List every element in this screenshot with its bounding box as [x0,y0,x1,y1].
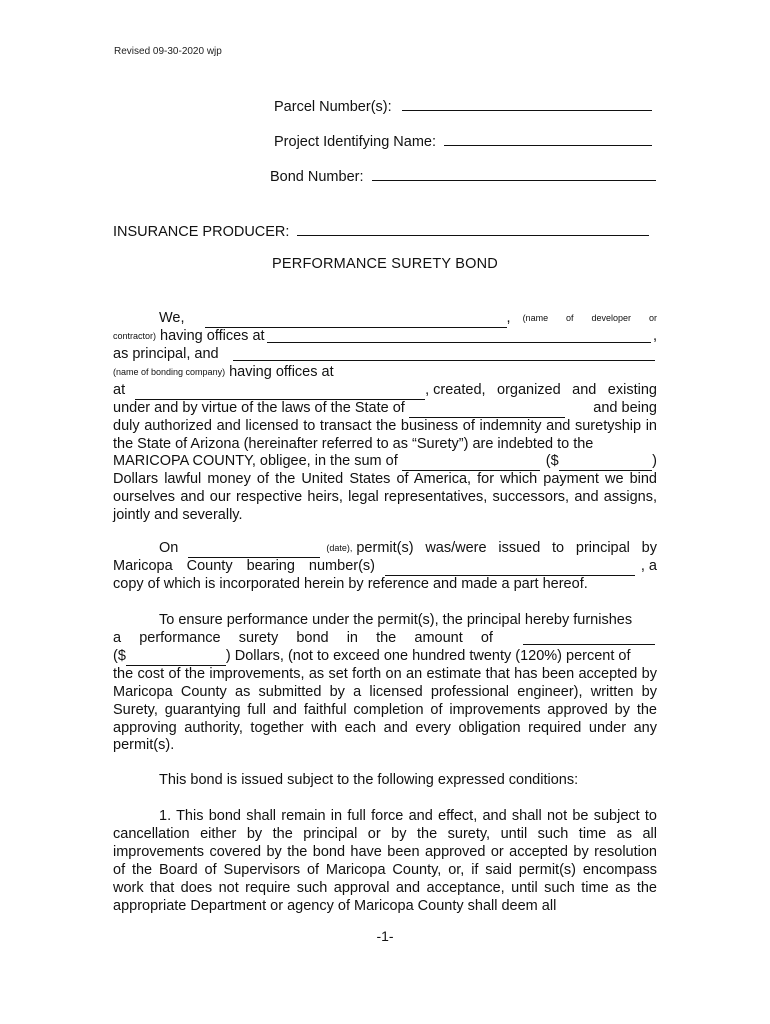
document-title: PERFORMANCE SURETY BOND [272,256,498,272]
parcel-number-label: Parcel Number(s): [274,99,392,115]
text-and: and [572,381,597,398]
text-bond: bond [296,630,329,646]
note-of: of [566,313,574,323]
page-number: -1- [376,928,394,944]
text-to: to [552,540,565,556]
text-bearing: bearing [246,557,295,574]
sum-words-field[interactable] [402,456,540,471]
text-of: of [480,630,493,646]
text-the: the [376,630,397,646]
text-on: On [159,540,179,556]
text-principal: principal [575,540,630,556]
text-a: a [113,630,122,646]
text-virtue: under and by virtue of the laws of the State of [113,399,405,416]
text-was: was/were [425,540,487,556]
text-condition-1: 1. This bond shall remain in full force and effect, and shall not be subject to cancellation either by the principal or by the surety, until such time as all improvements covered by the bond have been approved or accepted by resolution of the Board of Supervisors of Maricopa County, or, if said permit(s) encompass work that does not require such approval and acceptance, until such time as the appropriate Department or agency of Maricopa County shall deem all [113,808,657,914]
note-or: or [648,313,657,323]
text-having-offices-2: having offices at [229,363,334,380]
paragraph-principal [113,310,657,525]
insurance-producer-row [113,221,649,240]
text-surety: surety [238,630,279,646]
text-maricopa: MARICOPA COUNTY, obligee, in the sum of [113,453,398,470]
paragraph-permit [113,540,657,594]
text-created: , created, [425,381,486,398]
developer-office-field[interactable] [267,328,651,343]
paragraph-conditions [113,772,657,790]
note-contractor: contractor) [113,331,157,341]
bonding-company-field[interactable] [233,346,655,361]
note-date: (date), [326,543,353,553]
text-existing: existing [607,381,657,398]
bond-number-row [270,166,656,185]
revision-note: Revised 09-30-2020 wjp [114,46,222,57]
text-in: in [346,630,358,646]
bonding-office-field[interactable] [135,385,425,400]
text-county: County [186,557,233,574]
text-dollar-open: ($ [545,453,559,470]
text-copy: copy of which is incorporated herein by reference and made a part hereof. [113,575,588,592]
text-we: We, [159,310,185,326]
state-field[interactable] [409,403,565,418]
text-numbers: number(s) [308,557,375,574]
permit-number-field[interactable] [385,561,635,576]
text-maricopa-2: Maricopa [113,557,173,574]
text-amount: amount [414,630,463,646]
text-conditions: This bond is issued subject to the following expressed conditions: [159,772,579,788]
project-name-label: Project Identifying Name: [274,134,436,150]
bond-number-label: Bond Number: [270,169,364,185]
developer-name-field[interactable] [205,313,507,328]
text-dollars: Dollars lawful money of the United States of America, for which payment we bind ourselves and our respective heirs, legal representatives, successors, and assigns, jointly and severally. [113,471,657,524]
text-at: at [113,381,126,398]
insurance-producer-label: INSURANCE PRODUCER: [113,224,290,240]
text-organized: organized [497,381,561,398]
parcel-number-field[interactable] [402,96,652,111]
bond-amount-field[interactable] [126,651,226,666]
note-developer: developer [591,313,632,323]
project-name-field[interactable] [444,131,652,146]
text-by: by [641,540,657,556]
parcel-number-row [274,96,652,115]
text-issued: issued [498,540,541,556]
paragraph-condition-1 [113,808,657,915]
paragraph-performance [113,612,657,755]
text-not-exceed: ) Dollars, (not to exceed one hundred twenty (120%) percent of [225,647,631,664]
bond-number-field[interactable] [372,166,656,181]
text-paren-dollar: ($ [113,647,126,664]
bond-amount-words-field[interactable] [523,630,655,645]
note-bonding-company: (name of bonding company) [113,366,226,377]
text-comma-a: , a [640,557,657,574]
text-paren-close: ) [652,453,657,470]
text-comma: , [506,310,511,326]
text-performance: performance [139,630,221,646]
text-ensure: To ensure performance under the permit(s), the principal hereby furnishes [159,612,633,628]
permit-date-field[interactable] [188,543,320,558]
note-name-of: (name [522,313,549,323]
sum-amount-field[interactable] [559,456,653,471]
text-improvements: the cost of the improvements, as set forth on an estimate that has been accepted by Maricopa County as submitted by a licensed professional engineer), written by Surety, guarantying full and faithful completion of improvements approved by the approving authority, together with each and every obligation required under any permit(s). [113,665,657,754]
project-name-row [274,131,652,150]
text-permit: permit(s) [356,540,414,556]
text-having-offices: having offices at [160,328,265,344]
text-comma: , [652,328,657,344]
text-authorized: duly authorized and licensed to transact the business of indemnity and suretyship in the State of Arizona (hereinafter referred to as “Surety”) are indebted to the [113,417,657,452]
text-as-principal: as principal, and [113,346,219,362]
insurance-producer-field[interactable] [297,221,649,236]
text-and-being: and being [593,399,657,416]
